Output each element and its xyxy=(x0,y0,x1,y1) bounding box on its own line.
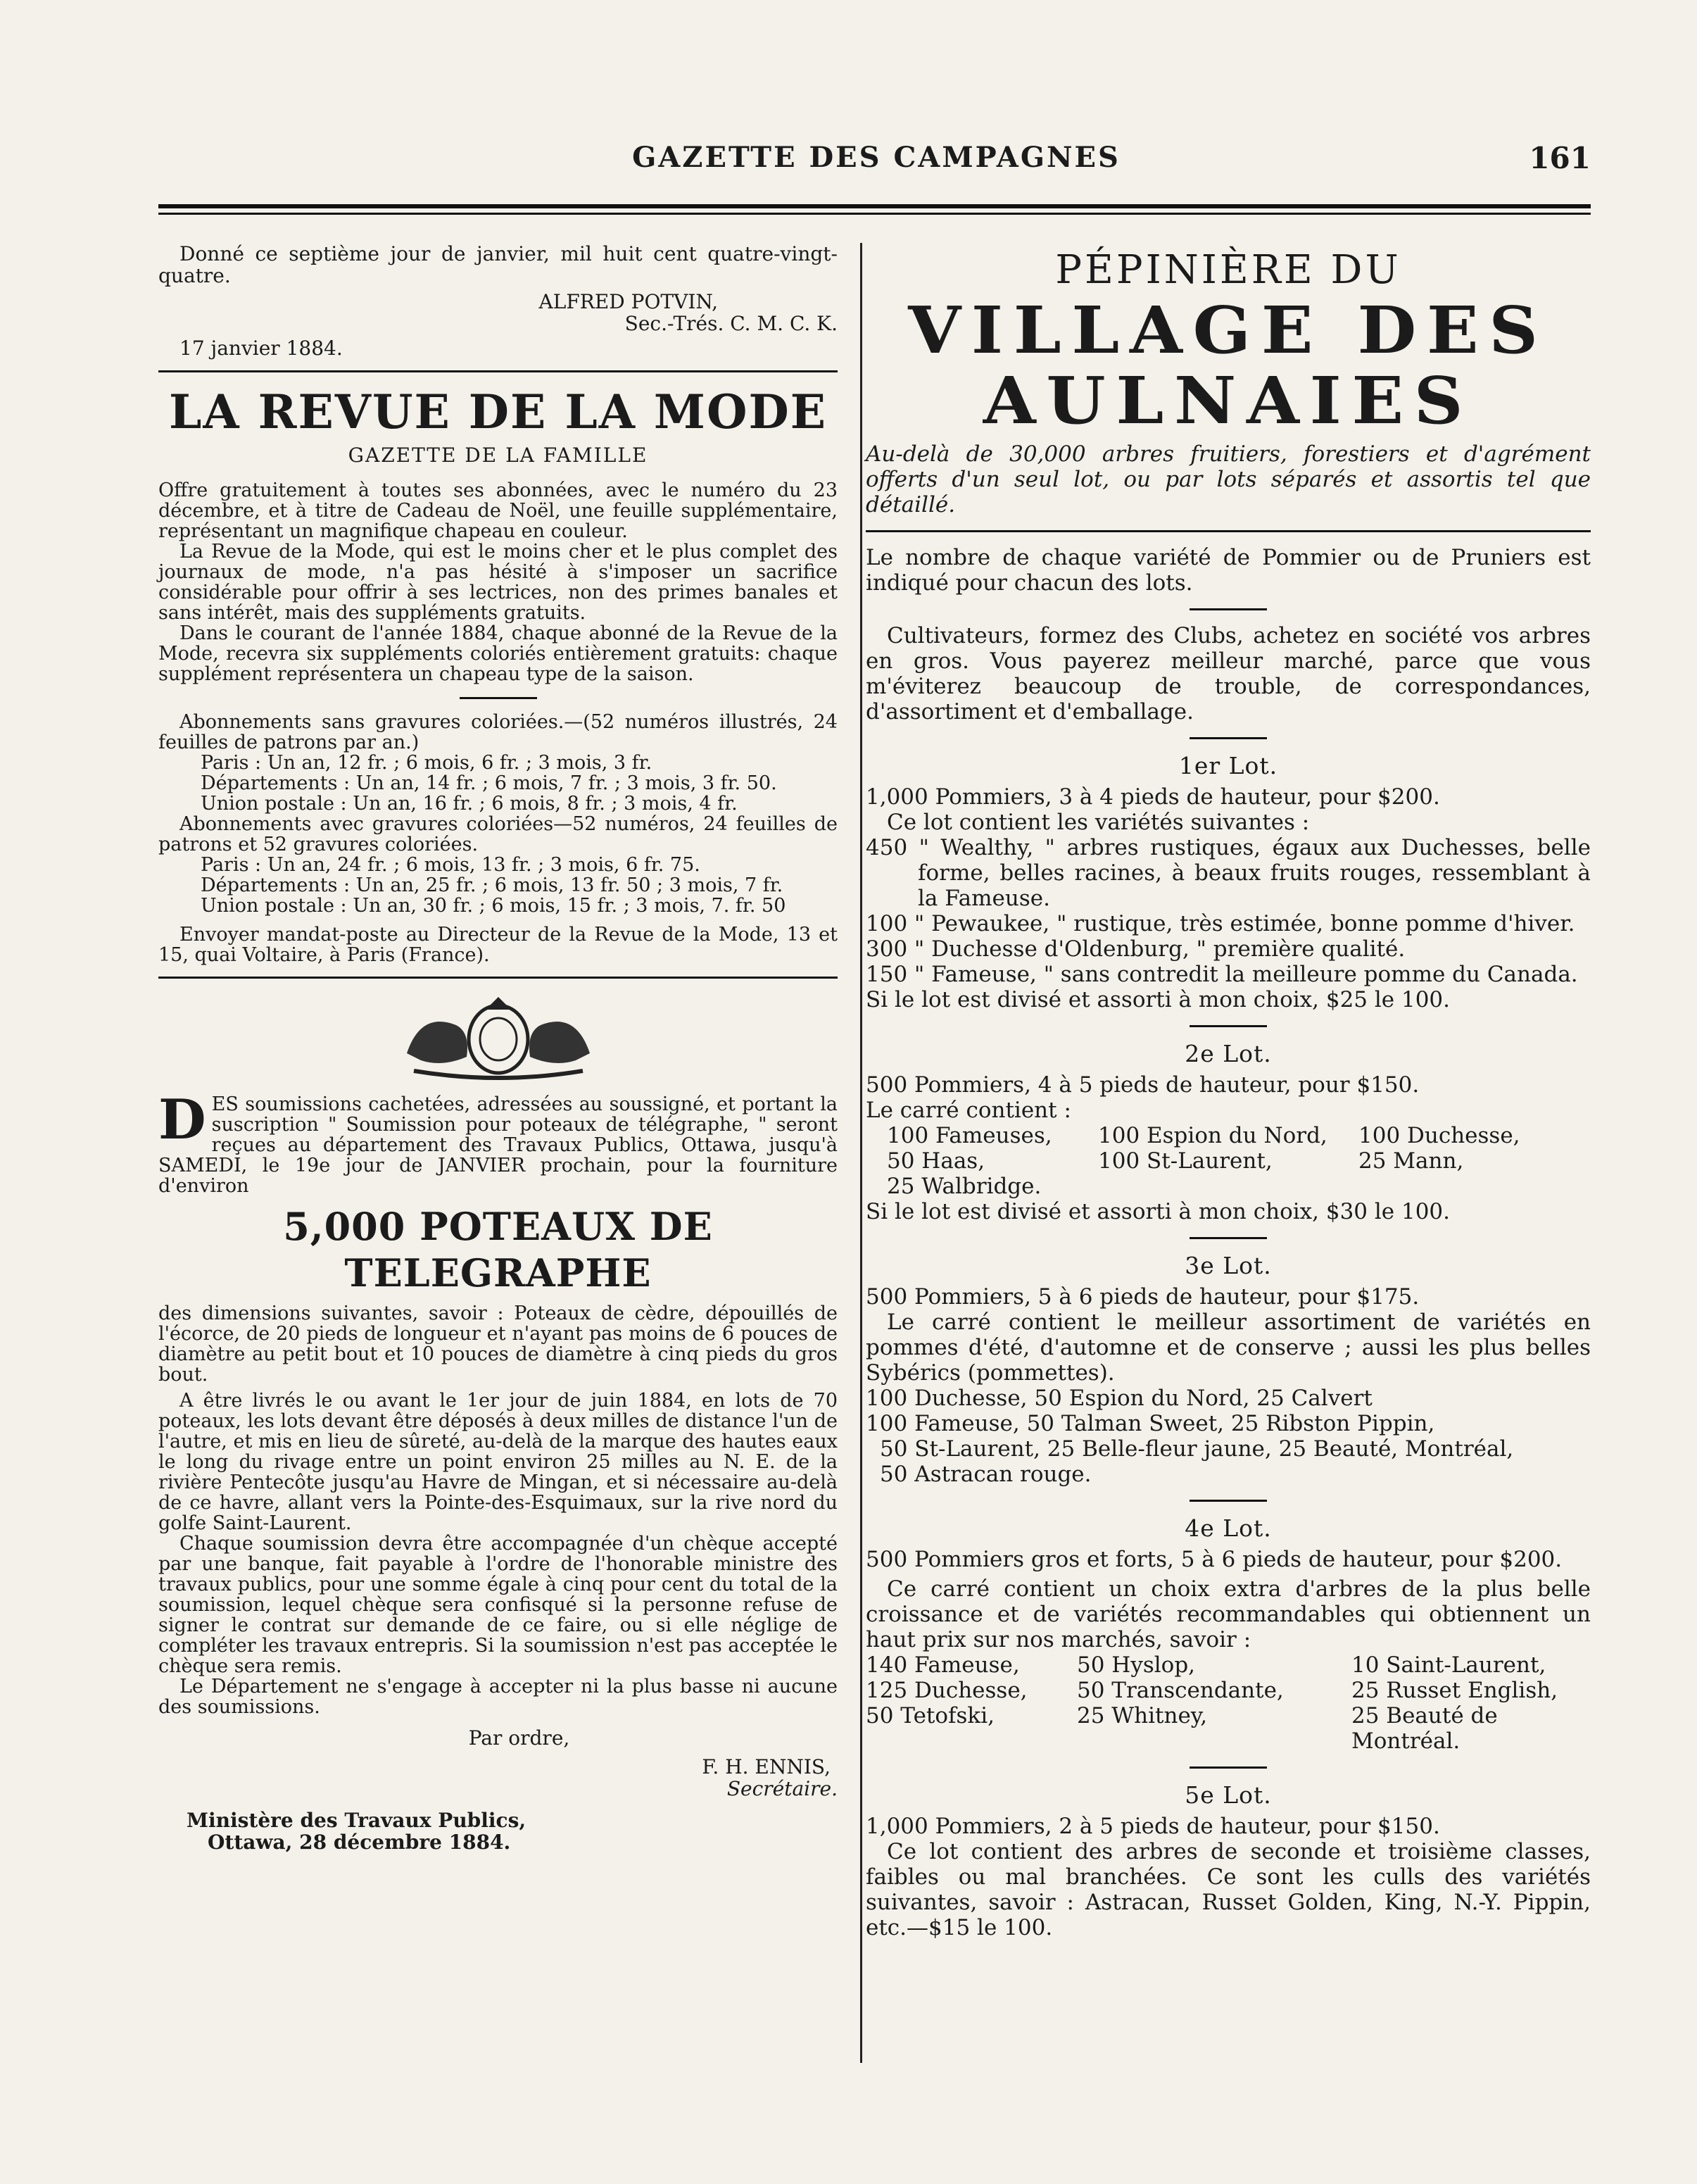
left-column xyxy=(158,243,838,2073)
notice-date: Donné ce septième jour de janvier, mil huit cent quatre-vingt-quatre. xyxy=(158,242,838,287)
right-column xyxy=(866,243,1591,2073)
lot-variety-grid xyxy=(866,1123,1591,1199)
soumission-paragraph: Chaque soumission devra être accompagnée d'un chèque accepté par une banque, fait payable à l'ordre de l'honorable ministre des travaux publics, pour une somme égale à cinq pour cent du total de la soumission, lequel chèque sera confisqué si la personne refuse de signer le contrat sur demande de ce faire, ou si elle néglige de compléter les travaux entrepris. Si la soumission n'est pas acceptée le chèque sera remis. xyxy=(158,1533,838,1677)
page-number: 161 xyxy=(1529,141,1591,175)
variety-cell: 10 Saint-Laurent, xyxy=(1351,1652,1546,1678)
lot-contient: Ce lot contient les variétés suivantes : xyxy=(887,810,1310,835)
variety-cell: 25 Mann, xyxy=(1358,1148,1464,1174)
village-title: VILLAGE DES AULNAIES xyxy=(908,292,1548,439)
revue-subtitle: GAZETTE DE LA FAMILLE xyxy=(348,444,648,467)
section-rule xyxy=(158,370,838,372)
header-rule-thin xyxy=(158,213,1591,215)
lot-title: 4e Lot. xyxy=(1185,1514,1272,1542)
drop-cap: D xyxy=(158,1088,206,1152)
poteaux-title: 5,000 POTEAUX DE TELEGRAPHE xyxy=(283,1204,713,1295)
short-rule xyxy=(1190,737,1267,739)
revue-paragraph: Offre gratuitement à toutes ses abonnées, avec le numéro du 23 décembre, et à titre de Cadeau de Noël, une feuille supplémentaire, représentant un magnifique chapeau en couleur. xyxy=(158,479,838,542)
soumission-paragraph: ES soumissions cachetées, adressées au soussigné, et portant la suscription " Soumission pour poteaux de télégraphe, " seront reçues au département des Travaux Publics, Ottawa, jusqu'à SAMEDI, le 19e jour de JANVIER prochain, pour la fourniture d'environ xyxy=(158,1093,838,1197)
variety-cell xyxy=(1358,1174,1584,1199)
variety-cell: 100 Espion du Nord, xyxy=(1098,1123,1327,1148)
ministere-block xyxy=(158,1809,838,1853)
short-rule xyxy=(1190,1025,1267,1027)
variety-cell: 25 Whitney, xyxy=(1077,1703,1208,1728)
abonnement-line: Départements : Un an, 14 fr. ; 6 mois, 7 fr. ; 3 mois, 3 fr. 50. xyxy=(201,772,777,794)
variety-cell: 125 Duchesse, xyxy=(866,1678,1028,1703)
ministere-line: Ministère des Travaux Publics, xyxy=(187,1809,526,1832)
abonnement-line: Union postale : Un an, 30 fr. ; 6 mois, 15 fr. ; 3 mois, 7. fr. 50 xyxy=(201,895,786,917)
section-rule xyxy=(866,530,1591,532)
revue-paragraph: La Revue de la Mode, qui est le moins cher et le plus complet des journaux de mode, n'a pas hésité à s'imposer un sacrifice considérable pour offrir à ses lectrices, non des primes banales et sans intérêt, mais des suppléments gratuits. xyxy=(158,541,838,624)
lot-text: Ce lot contient des arbres de seconde et troisième classes, faibles ou mal branchées. Ce sont les culls des variétés suivantes, savoir : Astracan, Russet Golden, King, N.-Y. Pippin, etc.—$15 le 100. xyxy=(866,1839,1591,1940)
lot-item: 450 " Wealthy, " arbres rustiques, égaux aux Duchesses, belle forme, belles racines, à beaux fruits rouges, ressemblant à la Fameuse. xyxy=(866,835,1591,911)
lot-item: 300 " Duchesse d'Oldenburg, " première qualité. xyxy=(866,936,1406,962)
soumission-paragraph: des dimensions suivantes, savoir : Poteaux de cèdre, dépouillés de l'écorce, de 20 pieds de longueur et n'ayant pas moins de 6 pouces de diamètre au petit bout et 10 pouces de diamètre à cinq pieds du gros bout. xyxy=(158,1303,838,1386)
lot-line: 100 Duchesse, 50 Espion du Nord, 25 Calvert xyxy=(866,1386,1373,1411)
lot-headline: 500 Pommiers gros et forts, 5 à 6 pieds de hauteur, pour $200. xyxy=(866,1547,1563,1572)
lot-headline: 500 Pommiers, 4 à 5 pieds de hauteur, pour $150. xyxy=(866,1072,1420,1098)
abonnements-list xyxy=(158,753,838,814)
lot-headline: 1,000 Pommiers, 2 à 5 pieds de hauteur, pour $150. xyxy=(866,1814,1440,1839)
par-ordre: Par ordre, xyxy=(468,1726,570,1750)
lot-contient: Le carré contient : xyxy=(866,1098,1071,1123)
lot-variety-grid xyxy=(866,1652,1591,1754)
lot-title: 2e Lot. xyxy=(1185,1040,1272,1067)
lot-line: 100 Fameuse, 50 Talman Sweet, 25 Ribston Pippin, xyxy=(866,1411,1435,1436)
signer-name: F. H. ENNIS, xyxy=(702,1755,831,1778)
soumission-block xyxy=(158,1088,838,1197)
variety-cell xyxy=(1098,1174,1358,1199)
variety-cell: 50 Transcendante, xyxy=(1077,1678,1284,1703)
lot-title: 1er Lot. xyxy=(1178,752,1278,779)
abonnement-line: Départements : Un an, 25 fr. ; 6 mois, 13 fr. 50 ; 3 mois, 7 fr. xyxy=(201,874,783,896)
short-rule xyxy=(1190,608,1267,610)
lot-item: 150 " Fameuse, " sans contredit la meilleure pomme du Canada. xyxy=(866,962,1578,987)
pepiniere-subtitle: Au-delà de 30,000 arbres fruitiers, forestiers et d'agrément offerts d'un seul lot, ou par lots séparés et assortis tel que détaillé. xyxy=(866,441,1591,517)
nombre-text: Le nombre de chaque variété de Pommier ou de Pruniers est indiqué pour chacun des lots. xyxy=(866,545,1591,596)
lot-line: 50 St-Laurent, 25 Belle-fleur jaune, 25 Beauté, Montréal, xyxy=(880,1436,1514,1462)
short-rule xyxy=(1190,1500,1267,1502)
abonnements-send: Envoyer mandat-poste au Directeur de la Revue de la Mode, 13 et 15, quai Voltaire, à Paris (France). xyxy=(158,924,838,966)
variety-cell: 25 Walbridge. xyxy=(887,1174,1042,1199)
abonnement-line: Paris : Un an, 24 fr. ; 6 mois, 13 fr. ; 3 mois, 6 fr. 75. xyxy=(201,854,700,876)
ministere-line: Ottawa, 28 décembre 1884. xyxy=(208,1831,511,1854)
short-rule xyxy=(1190,1237,1267,1239)
header-rule xyxy=(158,204,1591,208)
lot-item: 100 " Pewaukee, " rustique, très estimée, bonne pomme d'hiver. xyxy=(866,911,1575,936)
abonnement-line: Union postale : Un an, 16 fr. ; 6 mois, 8 fr. ; 3 mois, 4 fr. xyxy=(201,793,738,815)
notice-dateline: 17 janvier 1884. xyxy=(179,337,343,360)
lot-divise: Si le lot est divisé et assorti à mon choix, $25 le 100. xyxy=(866,987,1451,1012)
abonnements-heading: Abonnements avec gravures coloriées—52 numéros, 24 feuilles de patrons et 52 gravures coloriées. xyxy=(158,813,838,855)
variety-cell: 140 Fameuse, xyxy=(866,1652,1020,1678)
royal-arms-emblem-icon xyxy=(393,990,604,1081)
abonnement-line: Paris : Un an, 12 fr. ; 6 mois, 6 fr. ; 3 mois, 3 fr. xyxy=(201,752,652,774)
lot-line: 50 Astracan rouge. xyxy=(880,1462,1092,1487)
pepiniere-heading: PÉPINIÈRE DU xyxy=(1055,247,1401,293)
short-rule xyxy=(460,697,537,699)
signer-title: Secrétaire. xyxy=(726,1777,838,1800)
notice-signer: ALFRED POTVIN, xyxy=(538,290,718,313)
lot-title: 3e Lot. xyxy=(1185,1252,1272,1279)
lot-headline: 1,000 Pommiers, 3 à 4 pieds de hauteur, pour $200. xyxy=(866,784,1440,810)
column-divider xyxy=(860,243,862,2063)
lot-divise: Si le lot est divisé et assorti à mon choix, $30 le 100. xyxy=(866,1199,1451,1224)
variety-cell: 50 Hyslop, xyxy=(1077,1652,1196,1678)
variety-cell: 25 Russet English, xyxy=(1351,1678,1558,1703)
variety-cell: 100 St-Laurent, xyxy=(1098,1148,1273,1174)
variety-cell: 25 Beauté de Montréal. xyxy=(1351,1703,1498,1754)
variety-cell: 100 Fameuses, xyxy=(887,1123,1052,1148)
lot-text: Le carré contient le meilleur assortiment de variétés en pommes d'été, d'automne et de conserve ; aussi les plus belles Sybérics (pommettes). xyxy=(866,1310,1591,1386)
notice-signer-title: Sec.-Trés. C. M. C. K. xyxy=(624,312,838,335)
variety-cell: 100 Duchesse, xyxy=(1358,1123,1520,1148)
lot-title: 5e Lot. xyxy=(1185,1781,1272,1809)
short-rule xyxy=(1190,1766,1267,1769)
newspaper-title: GAZETTE DES CAMPAGNES xyxy=(632,141,1121,174)
section-rule xyxy=(158,977,838,979)
variety-cell: 50 Haas, xyxy=(887,1148,985,1174)
variety-cell: 50 Tetofski, xyxy=(866,1703,995,1728)
cultivateurs-text: Cultivateurs, formez des Clubs, achetez en société vos arbres en gros. Vous payerez meilleur marché, parce que vous m'éviterez beaucoup de trouble, de correspondances, d'assortiment et d'emballage. xyxy=(866,623,1591,724)
soumission-paragraph: A être livrés le ou avant le 1er jour de juin 1884, en lots de 70 poteaux, les lots devant être déposés à deux milles de distance l'un de l'autre, et mis en lieu de sûreté, au-delà de la marque des hautes eaux le long du rivage entre un point environ 25 milles au N. E. de la rivière Pentecôte jusqu'au Havre de Mingan, et si nécessaire au-delà de ce havre, allant vers la Pointe-des-Esquimaux, sur la rive nord du golfe Saint-Laurent. xyxy=(158,1390,838,1534)
revue-paragraph: Dans le courant de l'année 1884, chaque abonné de la Revue de la Mode, recevra six suppléments coloriés entièrement gratuits: chaque supplément représentera un chapeau type de la saison. xyxy=(158,622,838,685)
abonnements-heading: Abonnements sans gravures coloriées.—(52 numéros illustrés, 24 feuilles de patrons par an.) xyxy=(158,711,838,753)
lot-text: Ce carré contient un choix extra d'arbres de la plus belle croissance et de variétés recommandables qui obtiennent un haut prix sur nos marchés, savoir : xyxy=(866,1576,1591,1652)
lot-headline: 500 Pommiers, 5 à 6 pieds de hauteur, pour $175. xyxy=(866,1284,1420,1310)
revue-title: LA REVUE DE LA MODE xyxy=(169,384,827,439)
soumission-paragraph: Le Département ne s'engage à accepter ni la plus basse ni aucune des soumissions. xyxy=(158,1676,838,1718)
abonnements-list xyxy=(158,855,838,916)
page-header xyxy=(162,141,1591,183)
